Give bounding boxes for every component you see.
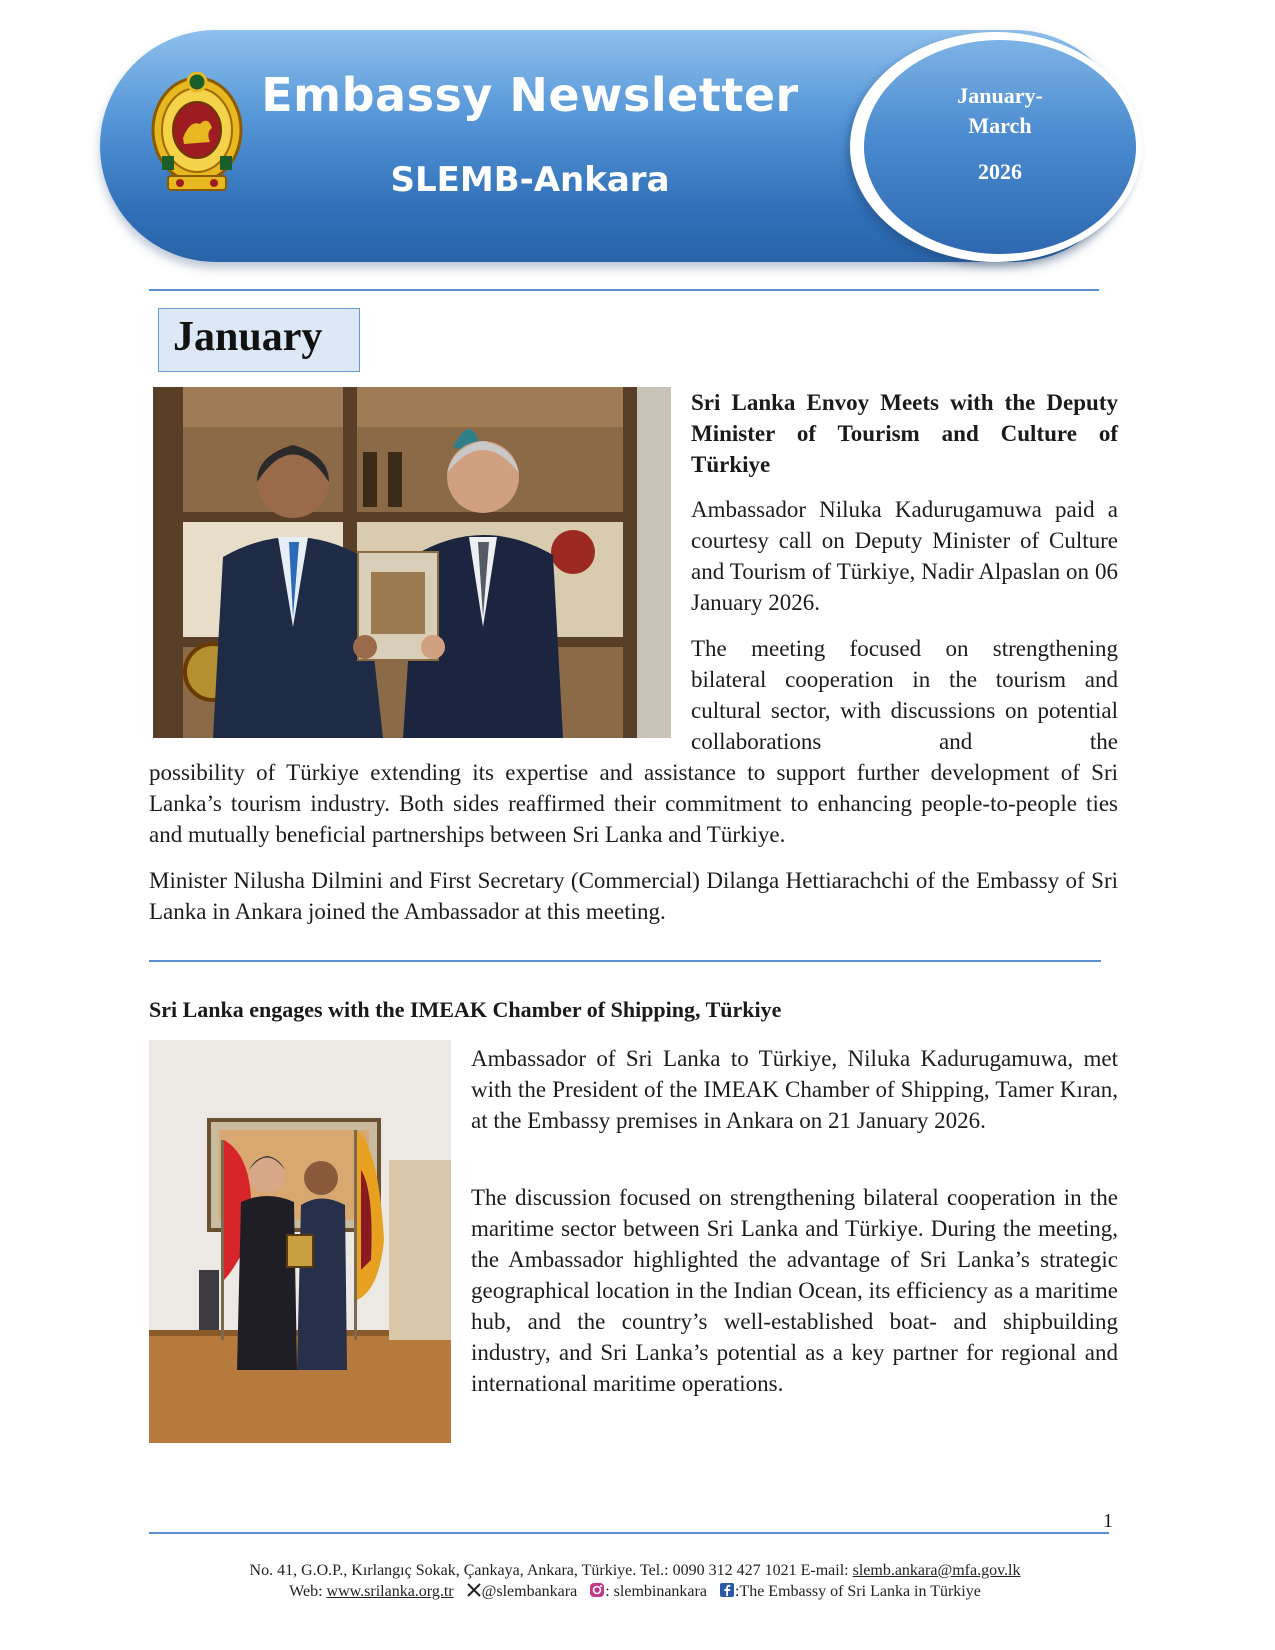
divider-middle — [149, 960, 1101, 962]
x-logo-icon — [466, 1582, 482, 1598]
sri-lanka-emblem-icon — [150, 72, 244, 196]
divider-top — [149, 289, 1099, 291]
period-line-1: January- — [957, 83, 1043, 108]
month-label: January — [173, 314, 323, 360]
footer-web-link[interactable]: www.srilanka.org.tr — [326, 1583, 454, 1600]
article1-heading: Sri Lanka Envoy Meets with the Deputy Minister of Tourism and Culture of Türkiye — [691, 390, 1118, 477]
article1-paragraph-1: Ambassador Niluka Kadurugamuwa paid a courtesy call on Deputy Minister of Culture and Tourism of Türkiye, Nadir Alpaslan on 06 January 2026. — [691, 497, 1118, 615]
article1-photo — [153, 387, 671, 738]
month-label-box — [158, 308, 360, 372]
footer-facebook-page[interactable]: :The Embassy of Sri Lanka in Türkiye — [734, 1583, 981, 1600]
footer-line-1 — [150, 1560, 1120, 1581]
footer-instagram-handle[interactable]: : slembinankara — [605, 1583, 707, 1600]
page-number: 1 — [1103, 1510, 1113, 1532]
footer — [150, 1560, 1120, 1602]
article1-paragraph-2-side: The meeting focused on strengthening bilateral cooperation in the tourism and cultural sector, with discussions on potential collaborations and the — [691, 636, 1118, 754]
period-line-2: March — [968, 113, 1032, 138]
date-badge — [864, 40, 1136, 254]
article2-paragraph-2: The discussion focused on strengthening bilateral cooperation in the maritime sector between Sri Lanka and Türkiye. During the meeting, the Ambassador highlighted the advantage of Sri Lanka’s strategic geographical location in the Indian Ocean, its efficiency as a maritime hub, and the country’s well-established boat- and shipbuilding industry, and Sri Lanka’s potential as a key partner for regional and international maritime operations. — [471, 1185, 1118, 1396]
divider-footer — [149, 1532, 1109, 1534]
period-year: 2026 — [978, 159, 1022, 184]
facebook-icon — [719, 1582, 735, 1598]
article1-paragraph-3: Minister Nilusha Dilmini and First Secretary (Commercial) Dilanga Hettiarachchi of the Embassy of Sri Lanka in Ankara joined the Ambassador at this meeting. — [149, 868, 1118, 924]
footer-line-2 — [150, 1581, 1120, 1602]
newsletter-subtitle: SLEMB-Ankara — [390, 160, 670, 200]
footer-x-handle[interactable]: @slembankara — [481, 1583, 578, 1600]
article2-paragraph-1: Ambassador of Sri Lanka to Türkiye, Niluka Kadurugamuwa, met with the President of the IMEAK Chamber of Shipping, Tamer Kıran, at the Embassy premises in Ankara on 21 January 2026. — [471, 1046, 1118, 1133]
article2-photo — [149, 1040, 451, 1443]
footer-web-label: Web: — [289, 1583, 327, 1600]
footer-address: No. 41, G.O.P., Kırlangıç Sokak, Çankaya, Ankara, Türkiye. Tel.: 0090 312 427 1021 E-mail: — [249, 1562, 853, 1579]
instagram-icon — [589, 1582, 605, 1598]
footer-email-link[interactable]: slemb.ankara@mfa.gov.lk — [852, 1562, 1021, 1579]
article2-heading: Sri Lanka engages with the IMEAK Chamber of Shipping, Türkiye — [149, 997, 782, 1022]
article1-paragraph-2-full: possibility of Türkiye extending its expertise and assistance to support further development of Sri Lanka’s tourism industry. Both sides reaffirmed their commitment to enhancing people-to-people ties and mutually beneficial partnerships between Sri Lanka and Türkiye. — [149, 760, 1118, 847]
newsletter-title: Embassy Newsletter — [261, 68, 799, 122]
